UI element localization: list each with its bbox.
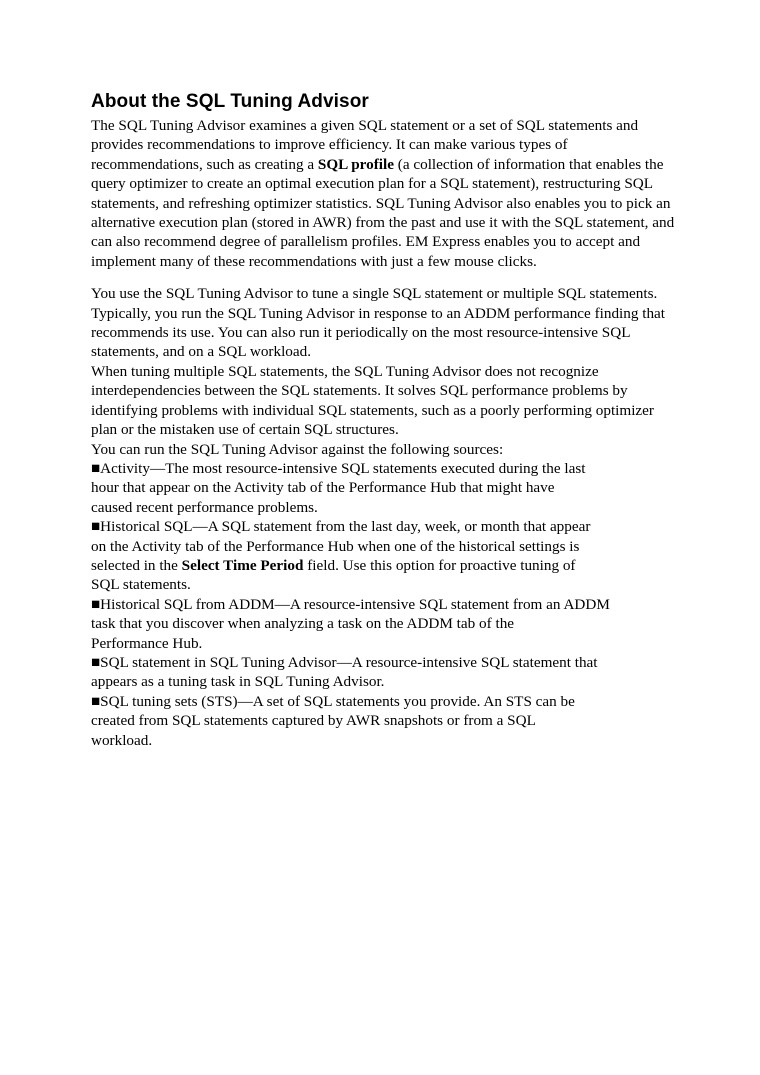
source-historical-line-2: on the Activity tab of the Performance Hub when one of the historical settings is — [91, 537, 580, 555]
source-sts-line-2: created from SQL statements captured by AWR snapshots or from a SQL — [91, 712, 536, 730]
source-item-sql-tuning-sets — [91, 692, 676, 750]
source-activity-line-1: ■Activity—The most resource-intensive SQL statements executed during the last — [91, 459, 586, 477]
source-item-sql-tuning-advisor — [91, 653, 676, 692]
source-activity-line-3: caused recent performance problems. — [91, 498, 318, 516]
source-historical-line-3 — [91, 556, 676, 575]
source-historical-line-1: ■Historical SQL—A SQL statement from the last day, week, or month that appear — [91, 518, 591, 536]
source-addm-line-2: task that you discover when analyzing a task on the ADDM tab of the — [91, 615, 515, 633]
intro-text-end: (a collection of information that enables the query optimizer to create an optimal execution plan for a SQL statement), restructuring SQL statements, and refreshing optimizer statistics. SQL Tuning Advisor also enables you to pick an alternative execution plan (stored in AWR) from the past and use it with the SQL statement, and can also recommend degree of parallelism profiles. EM Express enables you to accept and implement many of these recommendations with just a few mouse clicks. — [91, 155, 675, 270]
source-sts-line-1: ■SQL tuning sets (STS)—A set of SQL statements you provide. An STS can be — [91, 692, 575, 710]
source-sts-line-3: workload. — [91, 731, 153, 749]
source-item-historical-sql — [91, 517, 676, 595]
source-activity-line-2: hour that appear on the Activity tab of the Performance Hub that might have — [91, 479, 555, 497]
source-sta-line-1: ■SQL statement in SQL Tuning Advisor—A resource-intensive SQL statement that — [91, 653, 598, 671]
source-addm-line-1: ■Historical SQL from ADDM—A resource-intensive SQL statement from an ADDM — [91, 595, 610, 613]
source-addm-line-3: Performance Hub. — [91, 634, 203, 652]
sql-profile-term: SQL profile — [317, 155, 394, 173]
intro-paragraph — [91, 116, 676, 271]
usage-paragraph: You use the SQL Tuning Advisor to tune a single SQL statement or multiple SQL statements. Typically, you run the SQL Tuning Advisor in response to an ADDM performance finding that recommends its use. You can also run it periodically on the most resource-intensive SQL statements, and on a SQL workload. — [91, 285, 666, 361]
page-title: About the SQL Tuning Advisor — [91, 91, 369, 112]
document-content — [91, 91, 676, 750]
multiple-statements-paragraph: When tuning multiple SQL statements, the SQL Tuning Advisor does not recognize interdependencies between the SQL statements. It solves SQL performance problems by identifying problems with individual SQL statements, such as a poorly performing optimizer plan or the mistaken use of certain SQL structures. — [91, 362, 654, 439]
source-item-activity — [91, 459, 676, 517]
intro-text-start: The SQL Tuning Advisor examines a given SQL statement or a set of SQL statements and provides recommendations to improve efficiency. It can make various types of recommendations, such as creating a — [91, 117, 639, 173]
select-time-period-term: Select Time Period — [181, 556, 304, 574]
source-sta-line-2: appears as a tuning task in SQL Tuning Advisor. — [91, 673, 385, 691]
sources-intro: You can run the SQL Tuning Advisor against the following sources: — [91, 440, 504, 458]
source-item-addm — [91, 595, 676, 653]
source-historical-line-3-start: selected in the — [91, 556, 182, 574]
source-historical-line-3-end: field. Use this option for proactive tuning of — [303, 556, 576, 574]
source-historical-line-4: SQL statements. — [91, 576, 191, 594]
